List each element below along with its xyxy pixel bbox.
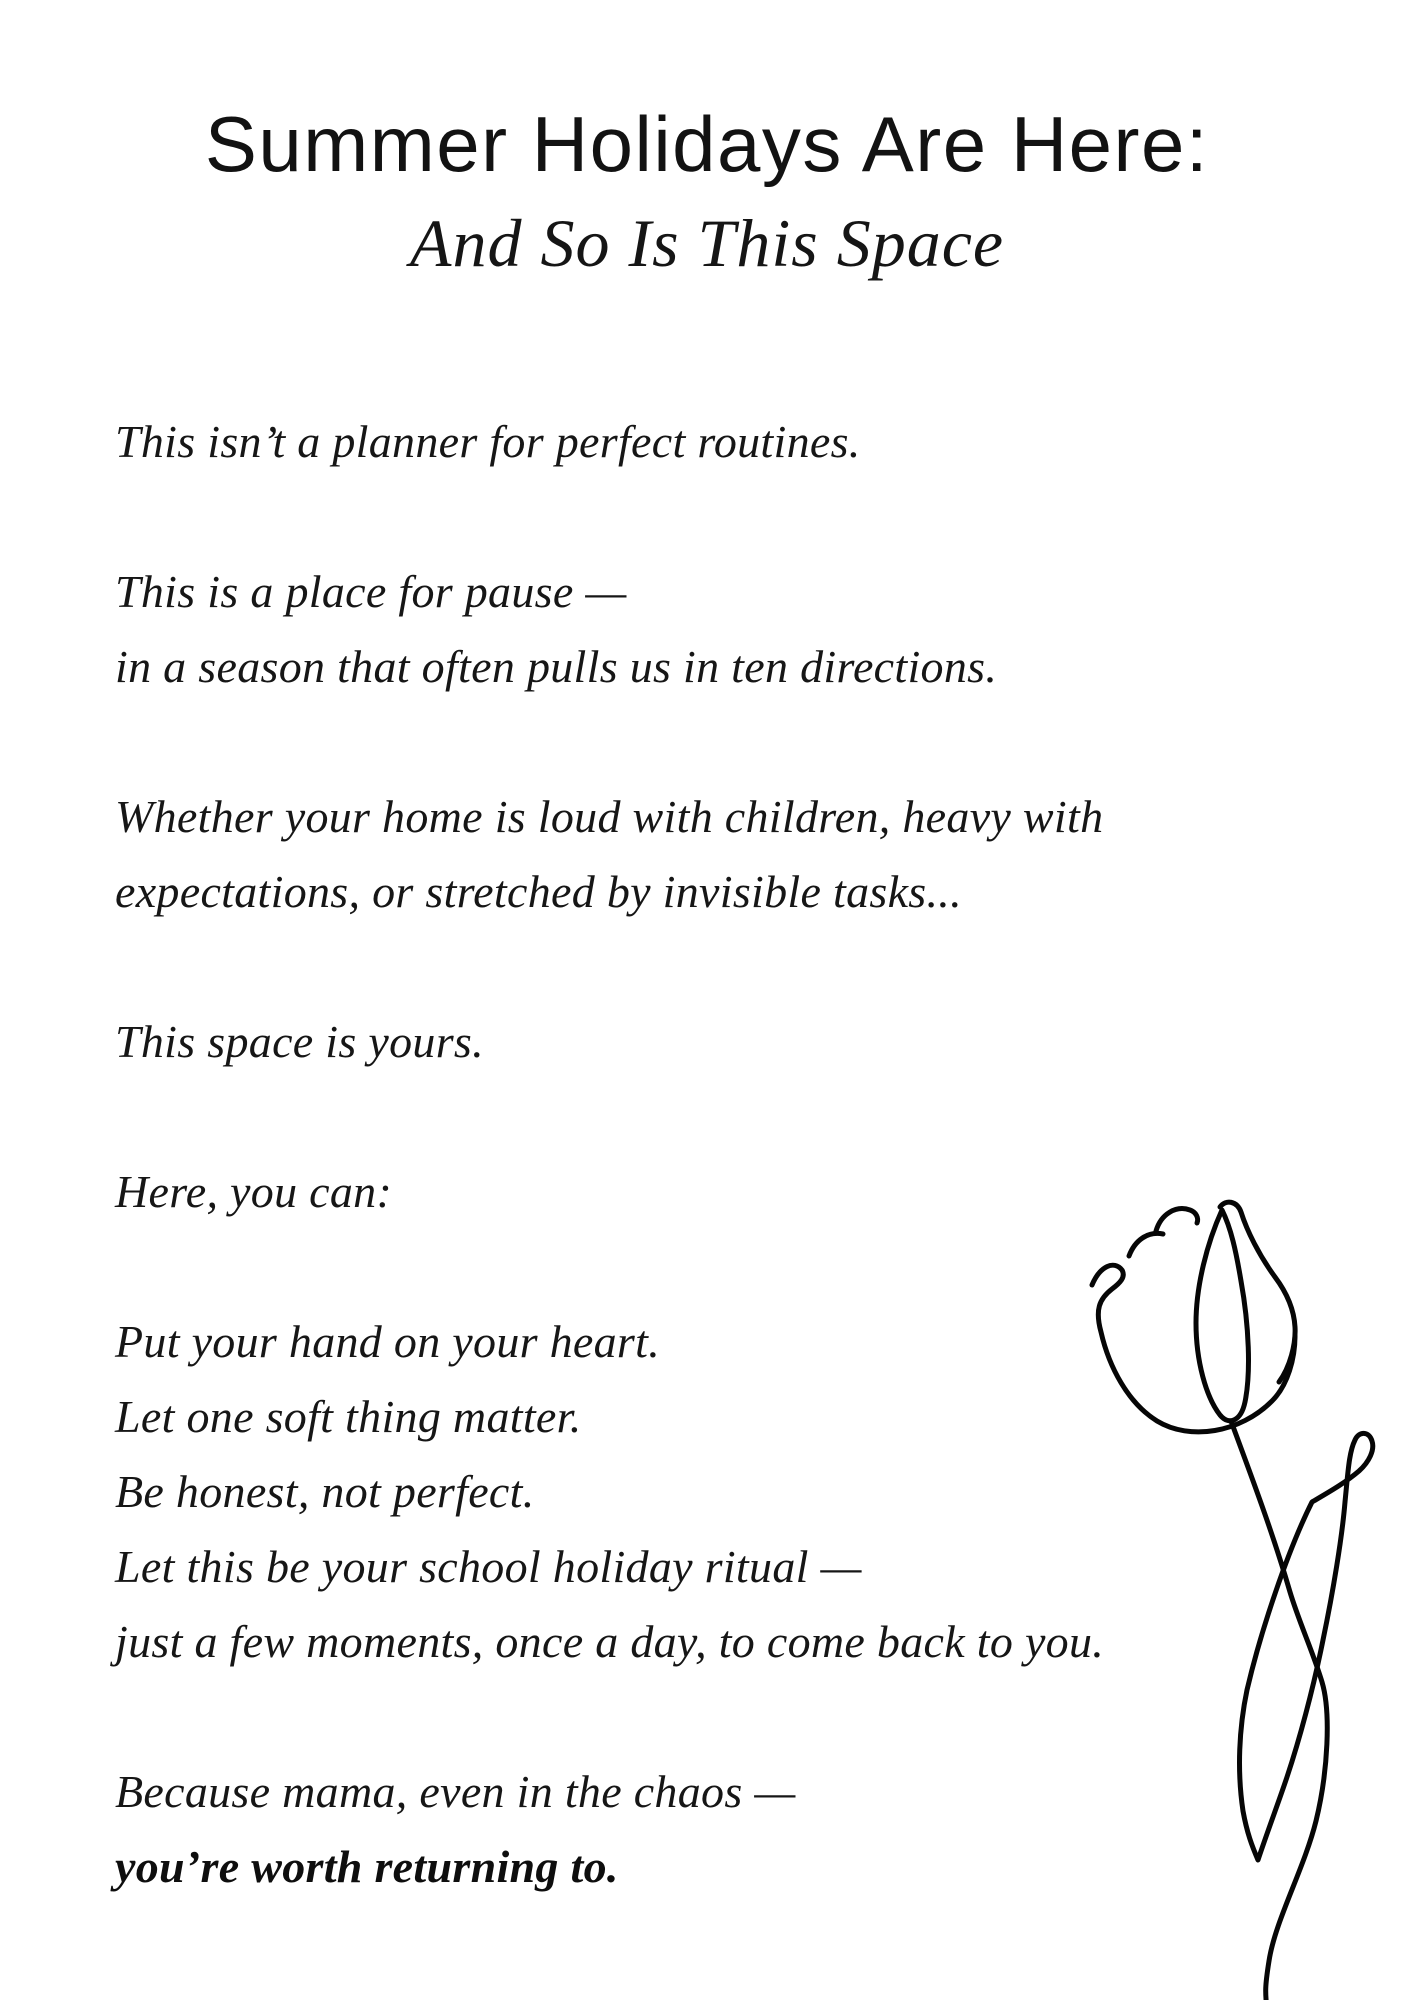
body-line: Be honest, not perfect.	[115, 1466, 535, 1517]
paragraph	[115, 554, 1235, 704]
body-line: in a season that often pulls us in ten directions.	[115, 641, 998, 692]
paragraph	[115, 779, 1235, 929]
body-line: Let one soft thing matter.	[115, 1391, 582, 1442]
tulip-outer-petal-path	[1092, 1265, 1295, 1432]
body-line: Whether your home is loud with children, heavy with	[115, 791, 1104, 842]
emphasis-line: you’re worth returning to.	[115, 1841, 619, 1892]
body-line: This space is yours.	[115, 1016, 484, 1067]
body-line: Here, you can:	[115, 1166, 393, 1217]
body-line: expectations, or stretched by invisible tasks...	[115, 866, 962, 917]
page-header	[0, 96, 1414, 287]
tulip-inner-petal-path	[1196, 1210, 1248, 1421]
paragraph	[115, 1004, 1235, 1079]
body-line: Put your hand on your heart.	[115, 1316, 661, 1367]
body-line: Because mama, even in the chaos —	[115, 1766, 796, 1817]
tulip-line-art-illustration	[1050, 1130, 1414, 2000]
paragraph	[115, 404, 1235, 479]
tulip-petal-tip-curl-path	[1156, 1209, 1198, 1231]
tulip-petal-tip-curl2-path	[1129, 1233, 1163, 1256]
body-line: Let this be your school holiday ritual —	[115, 1541, 862, 1592]
body-line: This isn’t a planner for perfect routines.	[115, 416, 861, 467]
body-line: just a few moments, once a day, to come back to you.	[115, 1616, 1105, 1667]
page-title: Summer Holidays Are Here:	[204, 100, 1210, 188]
page-subtitle: And So Is This Space	[409, 205, 1005, 281]
body-line: This is a place for pause —	[115, 566, 627, 617]
